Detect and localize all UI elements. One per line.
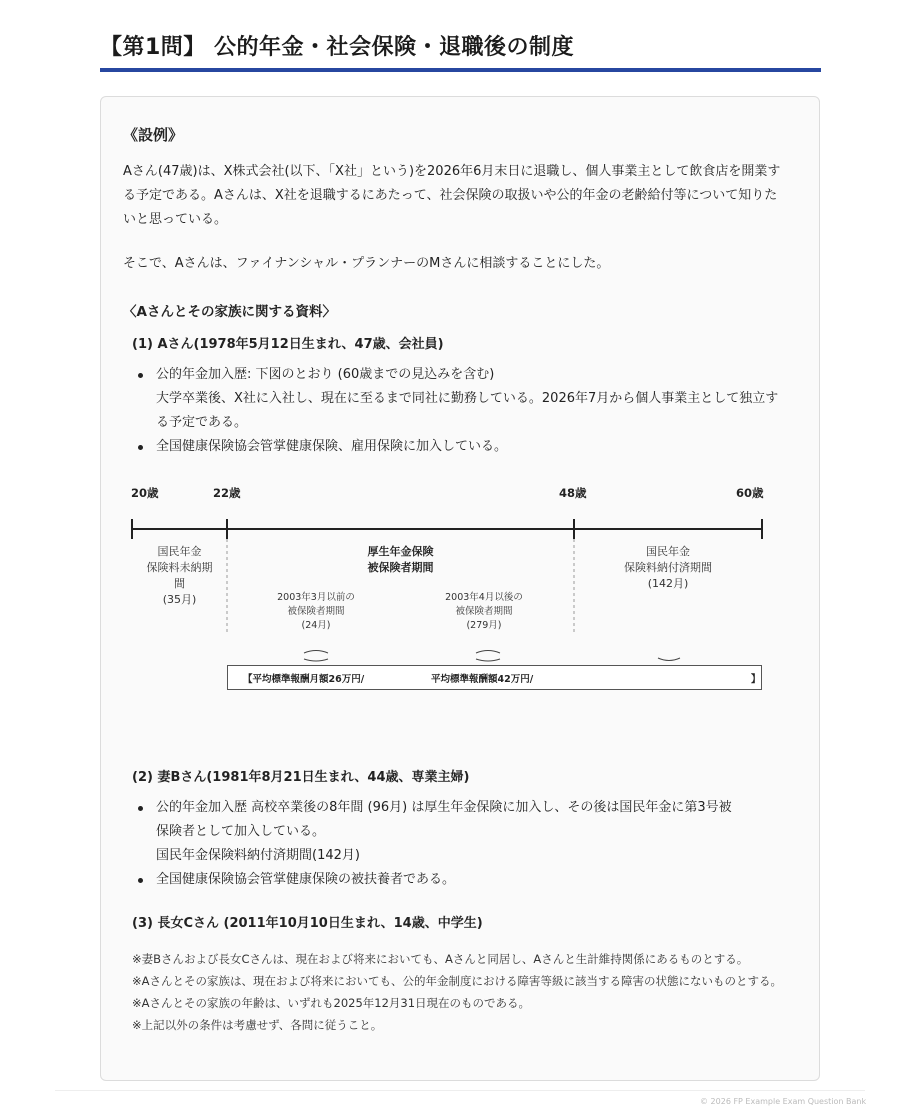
page-title: 【第1問】 公的年金・社会保険・退職後の制度 bbox=[100, 35, 574, 60]
case-heading: 《設例》 bbox=[123, 126, 184, 144]
person-b-list bbox=[134, 796, 814, 892]
materials-heading: 〈Aさんとその家族に関する資料〉 bbox=[123, 304, 336, 320]
person-c-title: (3) 長女Cさん (2011年10月10日生まれ、14歳、中学生) bbox=[132, 916, 483, 931]
person-a-title: (1) Aさん(1978年5月12日生まれ、47歳、会社員) bbox=[132, 337, 444, 352]
list-item bbox=[134, 796, 814, 868]
title-rule bbox=[100, 68, 821, 72]
segment-before-2003 bbox=[251, 591, 381, 633]
case-paragraph-2: そこで、Aさんは、ファイナンシャル・プランナーのMさんに相談することにした。 bbox=[123, 256, 610, 271]
segment-paid-line: 国民年金 bbox=[646, 545, 690, 558]
list-item bbox=[134, 435, 814, 459]
bracket-mid-label: 平均標準報酬額42万円/ bbox=[431, 674, 534, 685]
note-line: ※Aさんとその家族の年齢は、いずれも2025年12月31日現在のものである。 bbox=[132, 996, 531, 1010]
timeline-age-48: 48歳 bbox=[559, 486, 587, 500]
timeline-age-22: 22歳 bbox=[213, 486, 241, 500]
case-paragraph-1 bbox=[123, 160, 813, 232]
list-item bbox=[134, 868, 814, 892]
timeline-age-60: 60歳 bbox=[736, 486, 764, 500]
footer-divider bbox=[55, 1090, 865, 1091]
person-a-list bbox=[134, 363, 814, 459]
bracket-right-label: 】 bbox=[751, 674, 761, 685]
note-line: ※上記以外の条件は考慮せず、各問に従うこと。 bbox=[132, 1018, 383, 1032]
footer-copyright: © 2026 FP Example Exam Question Bank bbox=[700, 1097, 867, 1106]
list-item-line: 公的年金加入歴 高校卒業後の8年間 (96月) は厚生年金保険に加入し、その後は国民年金に第3号被 bbox=[156, 800, 732, 815]
list-item-line: 全国健康保険協会管掌健康保険の被扶養者である。 bbox=[156, 872, 456, 887]
pension-timeline bbox=[101, 477, 819, 707]
segment-employee-title-line: 被保険者期間 bbox=[367, 561, 434, 574]
list-item bbox=[134, 363, 814, 435]
segment-employee-title bbox=[227, 544, 574, 576]
list-item-line: 公的年金加入歴: 下図のとおり (60歳までの見込みを含む) bbox=[156, 367, 495, 382]
bracket-left-label: 【平均標準報酬月額26万円/ bbox=[243, 674, 365, 685]
segment-after-2003-line: (279月) bbox=[466, 620, 502, 631]
case-paragraph-1-line: Aさん(47歳)は、X株式会社(以下、「X社」という)を2026年6月末日に退職し、個人事業主として飲食店を開業す bbox=[123, 164, 781, 179]
case-card bbox=[100, 96, 820, 1081]
notes bbox=[132, 948, 782, 1036]
list-item-line: る予定である。 bbox=[156, 415, 248, 430]
segment-after-2003-line: 2003年4月以後の bbox=[445, 592, 523, 603]
segment-paid-line: 保険料納付済期間 bbox=[624, 561, 712, 574]
segment-after-2003-line: 被保険者期間 bbox=[455, 606, 513, 617]
note-line: ※妻Bさんおよび長女Cさんは、現在および将来においても、Aさんと同居し、Aさんと生計維持関係にあるものとする。 bbox=[132, 952, 749, 966]
segment-unpaid-line: 保険料未納期 bbox=[146, 561, 213, 574]
case-paragraph-1-line: る予定である。Aさんは、X社を退職するにあたって、社会保険の取扱いや公的年金の老齢給付等について知りた bbox=[123, 188, 778, 203]
list-item-line: 大学卒業後、X社に入社し、現在に至るまで同社に勤務している。2026年7月から個人事業主として独立す bbox=[156, 391, 779, 406]
segment-employee-title-line: 厚生年金保険 bbox=[367, 545, 434, 558]
segment-before-2003-line: 2003年3月以前の bbox=[277, 592, 355, 603]
note-line: ※Aさんとその家族は、現在および将来においても、公的年金制度における障害等級に該当する障害の状態にないものとする。 bbox=[132, 974, 782, 988]
segment-before-2003-line: 被保険者期間 bbox=[287, 606, 345, 617]
segment-before-2003-line: (24月) bbox=[301, 620, 331, 631]
timeline-age-20: 20歳 bbox=[131, 486, 159, 500]
case-paragraph-1-line: いと思っている。 bbox=[123, 212, 228, 227]
person-b-title: (2) 妻Bさん(1981年8月21日生まれ、44歳、専業主婦) bbox=[132, 770, 470, 785]
segment-after-2003 bbox=[419, 591, 549, 633]
list-item-line: 保険者として加入している。 bbox=[156, 824, 326, 839]
list-item-line: 国民年金保険料納付済期間(142月) bbox=[156, 848, 360, 863]
segment-paid-line: (142月) bbox=[647, 577, 689, 590]
segment-unpaid bbox=[132, 544, 227, 608]
segment-unpaid-line: 国民年金 bbox=[157, 545, 202, 558]
segment-unpaid-line: 間 bbox=[174, 577, 185, 590]
list-item-line: 全国健康保険協会管掌健康保険、雇用保険に加入している。 bbox=[156, 439, 508, 454]
segment-unpaid-line: (35月) bbox=[162, 593, 197, 606]
segment-paid bbox=[574, 544, 762, 592]
